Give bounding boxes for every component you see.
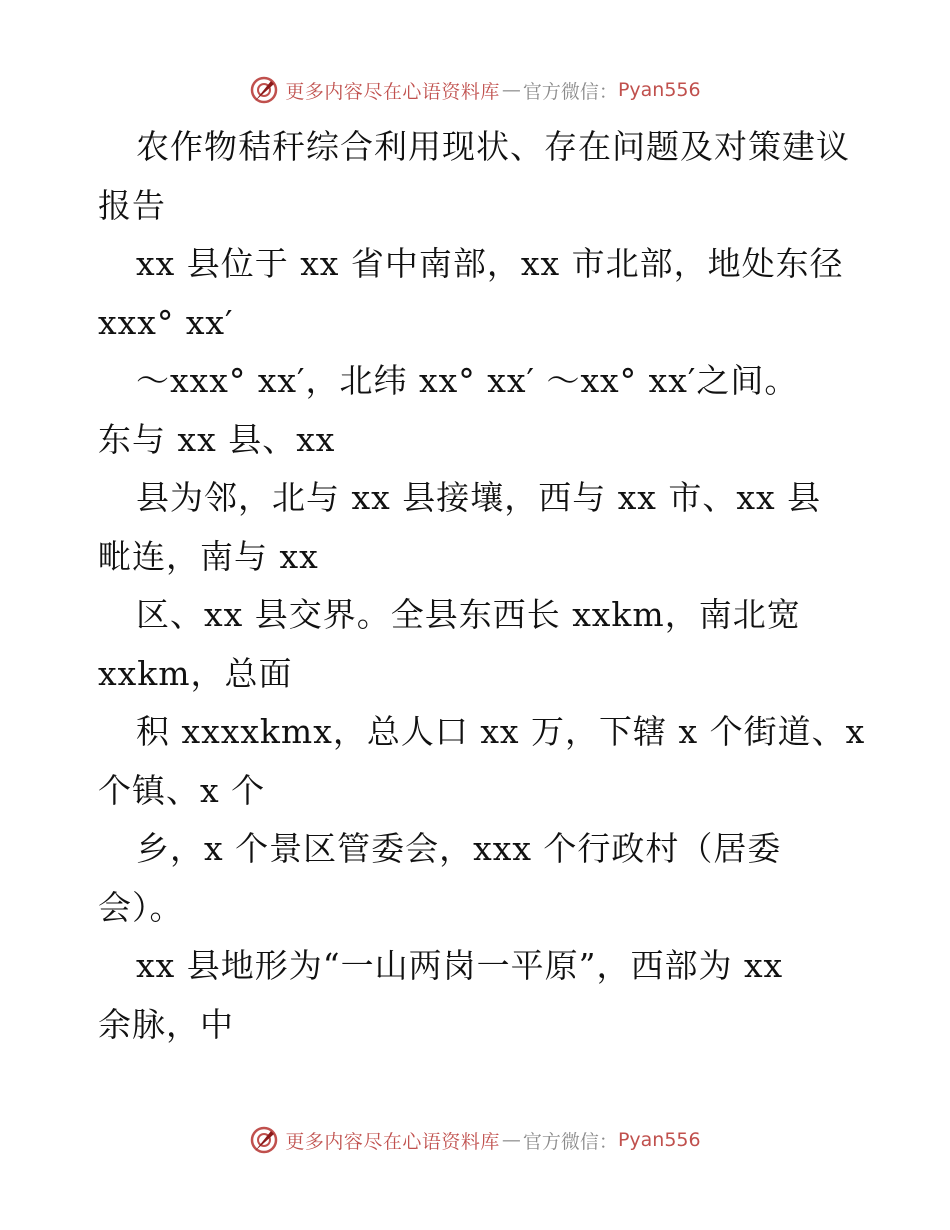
header-watermark [0, 70, 950, 110]
paragraph-line: xx 县位于 xx 省中南部，xx 市北部，地处东径 [136, 244, 844, 283]
watermark-wechat-label: 官方微信： [522, 1130, 618, 1153]
paragraph-line: 县为邻，北与 xx 县接壤，西与 xx 市、xx 县 [136, 478, 822, 517]
brand-logo-icon [249, 1125, 279, 1155]
watermark-dash: — [501, 79, 521, 101]
document-body [98, 118, 866, 1054]
paragraph-line: 余脉，中 [98, 1004, 234, 1044]
paragraph-line: xx 县地形为“一山两岗一平原”，西部为 xx [136, 946, 784, 985]
watermark-wechat-label: 官方微信： [522, 80, 618, 103]
paragraph-line: 区、xx 县交界。全县东西长 xxkm，南北宽 [136, 595, 801, 634]
watermark-site-text: 更多内容尽在心语资料库 [285, 80, 500, 103]
paragraph-line: xxx° xx′ [98, 302, 234, 342]
document-title-line-1: 农作物秸秆综合利用现状、存在问题及对策建议 [136, 127, 850, 166]
document-title-line-2: 报告 [98, 185, 166, 225]
paragraph-line: xxkm，总面 [98, 653, 293, 693]
watermark-dash: — [501, 1129, 521, 1151]
paragraph-line: ～xxx° xx′，北纬 xx° xx′ ～xx° xx′之间。 [136, 361, 799, 400]
paragraph-line: 个镇、x 个 [98, 770, 266, 810]
paragraph-line: 积 xxxxkmx，总人口 xx 万，下辖 x 个街道、x [136, 712, 866, 751]
footer-watermark [0, 1120, 950, 1160]
paragraph-line: 东与 xx 县、xx [98, 419, 336, 459]
watermark-wechat-id: Pyan556 [617, 1129, 701, 1151]
paragraph-line: 毗连，南与 xx [98, 536, 319, 576]
watermark-wechat-id: Pyan556 [617, 79, 701, 101]
paragraph-line: 会）。 [98, 887, 184, 927]
paragraph-line: 乡，x 个景区管委会，xxx 个行政村（居委 [136, 829, 782, 868]
watermark-site-text: 更多内容尽在心语资料库 [285, 1130, 500, 1153]
brand-logo-icon [249, 75, 279, 105]
